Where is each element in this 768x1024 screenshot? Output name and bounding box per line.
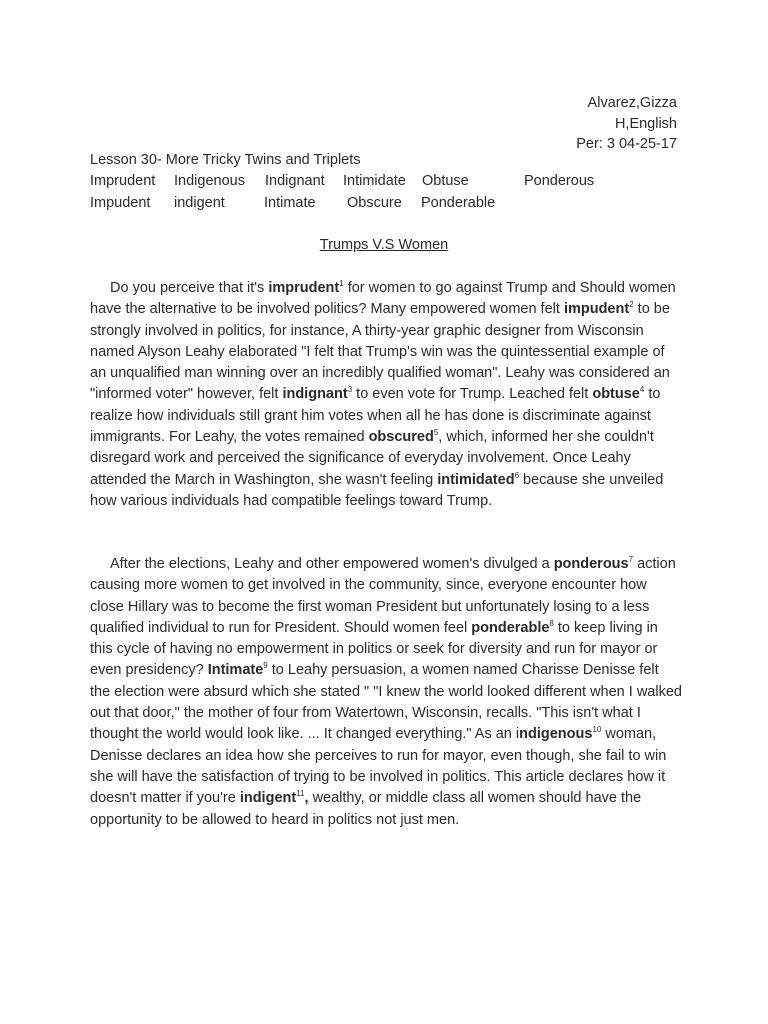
footnote-number: 9 (263, 661, 268, 671)
paragraph-text (90, 554, 682, 831)
text-run: to keep living in this cycle of having no empowerment in politics or seek for diversity and run for mayor or even presidency? (90, 619, 658, 679)
footnote-number: 5 (433, 428, 439, 438)
footnote-number: 2 (629, 300, 634, 310)
vocab-word: Obscure (347, 194, 402, 211)
text-run: to Leahy persuasion, a women named Charisse Denisse felt the election were absurd which she stated " "I knew the world looked different when I walked out that door," the mother of four from Watertown, Wisconsin, recalls. "This isn't what I thought the world would look like. ... It changed everything." As an i (90, 662, 682, 743)
vocab-highlight: indigent (239, 790, 297, 807)
vocab-row-2 (90, 193, 690, 215)
vocab-highlight: ndigenous (519, 726, 593, 743)
course-name: H,English (614, 115, 677, 132)
vocab-highlight: ponderous (553, 556, 629, 572)
paragraph-text (90, 278, 682, 512)
text-run: Do you perceive that it's (110, 280, 269, 296)
footnote-number: 6 (514, 470, 520, 480)
vocab-word: Intimate (264, 194, 316, 211)
text-run: because she unveiled how various individuals had compatible feelings toward Trump. (90, 471, 664, 509)
text-run: wealthy, or middle class all women should have the opportunity to be allowed to heard in politics not just men. (90, 790, 642, 828)
student-header (576, 93, 677, 155)
text-run: action causing more women to get involved in the community, since, everyone encounter how close Hillary was to become the first woman President but unfortunately losing to a less qualified individual to run for President. Should women feel (90, 556, 676, 636)
vocab-highlight: , (304, 790, 309, 807)
vocab-highlight: impudent (563, 301, 630, 318)
footnote-number: 1 (339, 279, 344, 288)
essay-paragraph-2 (90, 554, 682, 831)
text-run: to be strongly involved in politics, for instance, A thirty-year graphic designer from Wisconsin named Alyson Leahy elaborated "I felt that Trump's win was the quintessential example of an unqualified man winning over an incredibly qualified woman". Leahy was considered an "informed voter" however, felt (90, 301, 670, 403)
vocab-highlight: indignant (282, 386, 348, 403)
essay-title (0, 235, 768, 255)
text-run: to realize how individuals still grant him votes when all he has done is discriminate against immigrants. For Leahy, the votes remained (90, 386, 661, 446)
vocab-word: Imprudent (90, 173, 156, 189)
text-run: for women to go against Trump and Should women have the alternative to be involved politics? Many empowered women felt (90, 280, 676, 318)
essay-title-text: Trumps V.S Women (319, 237, 449, 253)
footnote-number: 4 (639, 385, 645, 395)
vocab-word: Indignant (265, 173, 325, 189)
vocab-word: Intimidate (343, 173, 406, 189)
footnote-number: 8 (549, 618, 554, 628)
text-run: , which, informed her she couldn't disregard work and perceived the significance of everyday involvement. Once Leahy attended the March in Washington, she wasn't feeling (90, 429, 654, 488)
footnote-number: 7 (628, 555, 634, 564)
vocab-list (90, 171, 690, 214)
student-name: Alvarez,Gizza (587, 95, 677, 111)
footnote-number: 3 (347, 385, 353, 395)
lesson-title: Lesson 30- More Tricky Twins and Triplets (90, 152, 361, 168)
vocab-word: indigent (174, 194, 225, 211)
footnote-number: 10 (592, 725, 602, 735)
vocab-highlight: ponderable (471, 619, 550, 636)
vocab-highlight: imprudent (268, 280, 340, 296)
vocab-highlight: Intimate (207, 662, 264, 679)
text-run: to even vote for Trump. Leached felt (352, 386, 593, 403)
vocab-word: Ponderous (524, 173, 595, 189)
vocab-word: Ponderable (421, 194, 496, 211)
vocab-highlight: obscured (368, 429, 434, 446)
vocab-highlight: obtuse (592, 386, 640, 403)
vocab-row-1 (90, 171, 690, 193)
footnote-number: 11 (296, 789, 305, 799)
vocab-highlight: intimidated (437, 471, 515, 488)
vocab-word: Obtuse (422, 173, 469, 189)
essay-paragraph-1 (90, 278, 682, 512)
period-date: Per: 3 04-25-17 (576, 136, 677, 152)
vocab-word: Indigenous (174, 173, 245, 189)
text-run: woman, Denisse declares an idea how she perceives to run for mayor, even though, she fail to win she will have the satisfaction of trying to be involved in politics. This article declares how it doesn't matter if you're (90, 726, 667, 807)
vocab-word: Impudent (90, 194, 151, 211)
text-run: After the elections, Leahy and other empowered women's divulged a (110, 556, 554, 572)
